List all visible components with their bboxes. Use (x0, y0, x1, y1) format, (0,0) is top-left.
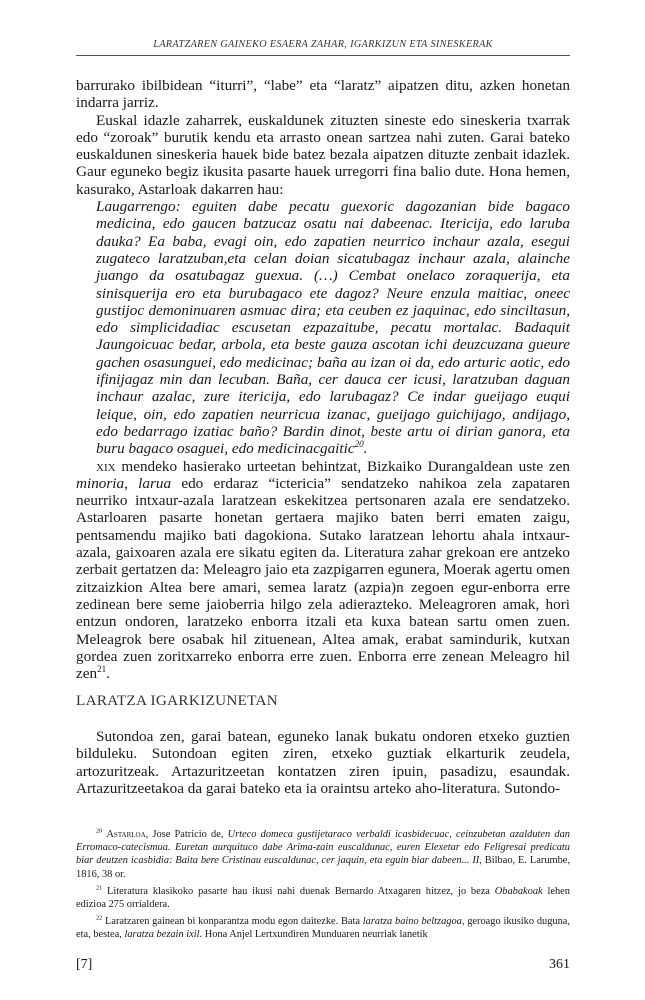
text-span: , Bilbao, E. Larumbe, 1816, 38 or. (76, 855, 571, 880)
footnote-21 (76, 885, 570, 911)
footnote-author: Astarloa (106, 829, 146, 840)
section-marker: [7] (76, 957, 93, 972)
italic-term: larua (138, 474, 172, 492)
text-span: edo erdaraz “ictericia” sendatzeko nahikoa zela zapataren neurriko intxaur-azala laratzean eskekitzea pertsonaren azala ere sendatzeko. Astarloaren pasarte honetan gertaera majiko baten berri ematen zaigu, pentsamendu majiko bati dagokiona. Sutako laratzean lehortu ahala intxaur-azala, gaixoaren azala ere sikatu egiten da. Literatura zahar grekoan ere antzeko zerbait gertatzen da: Meleagro jaio eta zazpigarren egunera, Moerak agertu omen zitzaizkion Altea bere amari, semea laratz (azpia)n zegoen egur-enborra erre zedinean bere seme jaioberria hilgo zela adierazteko. Meleagroren amak, hori entzun ondoren, laratzeko enborra itzali eta kuxa batean sartu omen zuen. Meleagrok bere osabak hil zituenean, Altea amak, erabat samindurik, kutxan gordea zuen zoritxarreko enborra erre zuen. Enborra erre zenean Meleagro hil zen (76, 474, 571, 683)
footnote-title: Obabakoak (494, 885, 543, 897)
text-span: . (106, 665, 110, 683)
section-text (76, 728, 570, 797)
running-head: LARATZAREN GAINEKO ESAERA ZAHAR, IGARKIZUN ETA SINESKERAK (153, 39, 493, 50)
italic-term: minoria (76, 474, 125, 492)
section-paragraph: Sutondoa zen, garai batean, eguneko lanak bukatu ondoren etxeko guztien bilduleku. Sutondoan egiten ziren, etxeko guztiak elkarturik zeudela, artozuritzeak. Artazuritzeetan kontatzen ziren ipuin, pasadizu, esaundak. Artazuritzeetakoa da garai bateko eta ia oraintsu arteko aho-literatura. Sutondo- (76, 728, 570, 797)
paragraph-1: barrurako ibilbidean “iturri”, “labe” eta “laratz” aipatzen ditu, azken honetan indarra jarriz. (76, 77, 570, 112)
text-span: . Hona Anjel Lertxundiren Munduaren neurriak lanetik (199, 929, 428, 941)
footnote-20 (76, 828, 570, 881)
quote-text: Laugarrengo: eguiten dabe pecatu guexoric dagozanian bide bagaco medicina, edo gaucen batzucaz osatu nai dabeenac. Itericija, edo laruba dauka? Ea baba, evagi oin, edo zapatien neurrico inchaur azala, esegui zugateco laratzuban,eta celan doian sicatubagaz inchaur azala, alainche juango da osatubagaz guexua. (…) Cembat onelaco zoraquerija, eta sinisquerija ero eta burubagaco ete dagoz? Neure enzula maitiac, oneec gustijoc demoninuaren asmuac dira; eta ceuben ez jaquinac, edo sinciltasun, edo simplicidadiac escusetan ezpazaitube, pecatu mortalac. Badaquit Jaungoicuac bedar, arbola, eta beste gauza ascotan ichi deuzcuzana gueure gachen osasunguei, edo medicinac; baña au izan oi da, edo arturic aotic, edo ifinijagaz min dan lecuban. Baña, cer dauca cer icusi, laratzuban daguan inchaur azalac, zure itericija, edo larubagaz? Ce indar gueijago euqui leique, oin, edo zapatien neurricua izanac, gueijago guichijago, andijago, edo bedarrago izatiac baño? Bardin dinot, beste artu oi dirian ganora, eta buru bagaco osaguei, edo medicinacgaitic (96, 198, 570, 458)
section-heading: LARATZA IGARKIZUNETAN (76, 692, 279, 709)
footnote-ref-21[interactable]: 21 (97, 664, 107, 675)
footnote-number: 22 (96, 914, 103, 922)
text-span: lehen edizioa 275 orrialdera. (76, 885, 570, 911)
footnote-number: 21 (96, 884, 103, 892)
footnote-ref-20[interactable]: 20 (354, 439, 364, 450)
main-text (76, 77, 570, 682)
text-span: , Jose Patricio de, (145, 829, 228, 840)
text-span: , (124, 474, 139, 492)
footnote-title: laratza bezain ixil (124, 929, 200, 941)
footnote-number: 20 (96, 827, 103, 835)
footnote-title: laratza baino beltzagoa (362, 916, 462, 928)
footnote-title: Urteco domeca gustijetaraco verbaldi icasbidecuac, ceinzubetan azalduten dan Erromaco-catecismua. Euretan aurquituco dabe Arima-zain euscaldunac, euren Elexetar edo Feligresai predicatu biar deutzen icasbidia: Baita bere Cristinau euscaldunac, cer jaquin, eta eguin biar dabeen... II (76, 829, 570, 867)
block-quote: Laugarrengo: eguiten dabe pecatu guexoric dagozanian bide bagaco medicina, edo gaucen batzucaz osatu nai dabeenac. Itericija, edo laruba dauka? Ea baba, evagi oin, edo zapatien neurrico inchaur azala, esegui zugateco laratzuban,eta celan doian sicatubagaz inchaur azala, alainche juango da osatubagaz guexua. (…) Cembat onelaco zoraquerija, eta sinisquerija ero eta burubagaco ete dagoz? Neure enzula maitiac, oneec gustijoc demoninuaren asmuac dira; eta ceuben ez jaquinac, edo sinciltasun, edo simplicidadiac escusetan ezpazaitube, pecatu mortalac. Badaquit Jaungoicuac bedar, arbola, eta beste gauza ascotan ichi deuzcuzana gueure gachen osasunguei, edo medicinac; baña au izan oi da, edo arturic aotic, edo ifinijagaz min dan lecuban. Baña, cer dauca cer icusi, laratzuban daguan inchaur azalac, zure itericija, edo larubagaz? Ce indar gueijago euqui leique, oin, edo zapatien neurricua izanac, gueijago guichijago, andijago, edo bedarrago izatiac baño? Bardin dinot, beste artu oi dirian ganora, eta buru bagaco osaguei, edo medicinacgaitic$^{20}$. (96, 198, 570, 458)
text-span: , geroago ikusiko duguna, eta, bestea, (76, 916, 570, 941)
text-span: Laratzaren gainean bi konparantza modu egon daitezke. Bata (102, 916, 363, 928)
page-number: 361 (549, 957, 570, 972)
footnotes (76, 828, 570, 946)
footnote-22 (76, 915, 570, 941)
century-numeral: xix (96, 457, 116, 475)
paragraph-2: Euskal idazle zaharrek, euskaldunek zituzten sineste edo sineskeria txarrak edo “zoroak” burutik kendu eta arrasto onean sartzea nahi zuten. Garai bateko euskaldunen sineskeria hauek bide batez bezala aipatzen dituzte zenbait idazlek. Gaur eguneko begiz ikusita pasarte hauek urregorri fina balio dute. Hona hemen, kasurako, Astarloak dakarren hau: (76, 111, 570, 198)
header-rule (76, 55, 570, 56)
text-span: Literatura klasikoko pasarte hau ikusi nahi duenak Bernardo Atxagaren hitzez, jo beza (102, 885, 495, 897)
text-span: mendeko hasierako urteetan behintzat, Bizkaiko Durangaldean uste zen (115, 457, 570, 475)
paragraph-3 (76, 458, 570, 683)
